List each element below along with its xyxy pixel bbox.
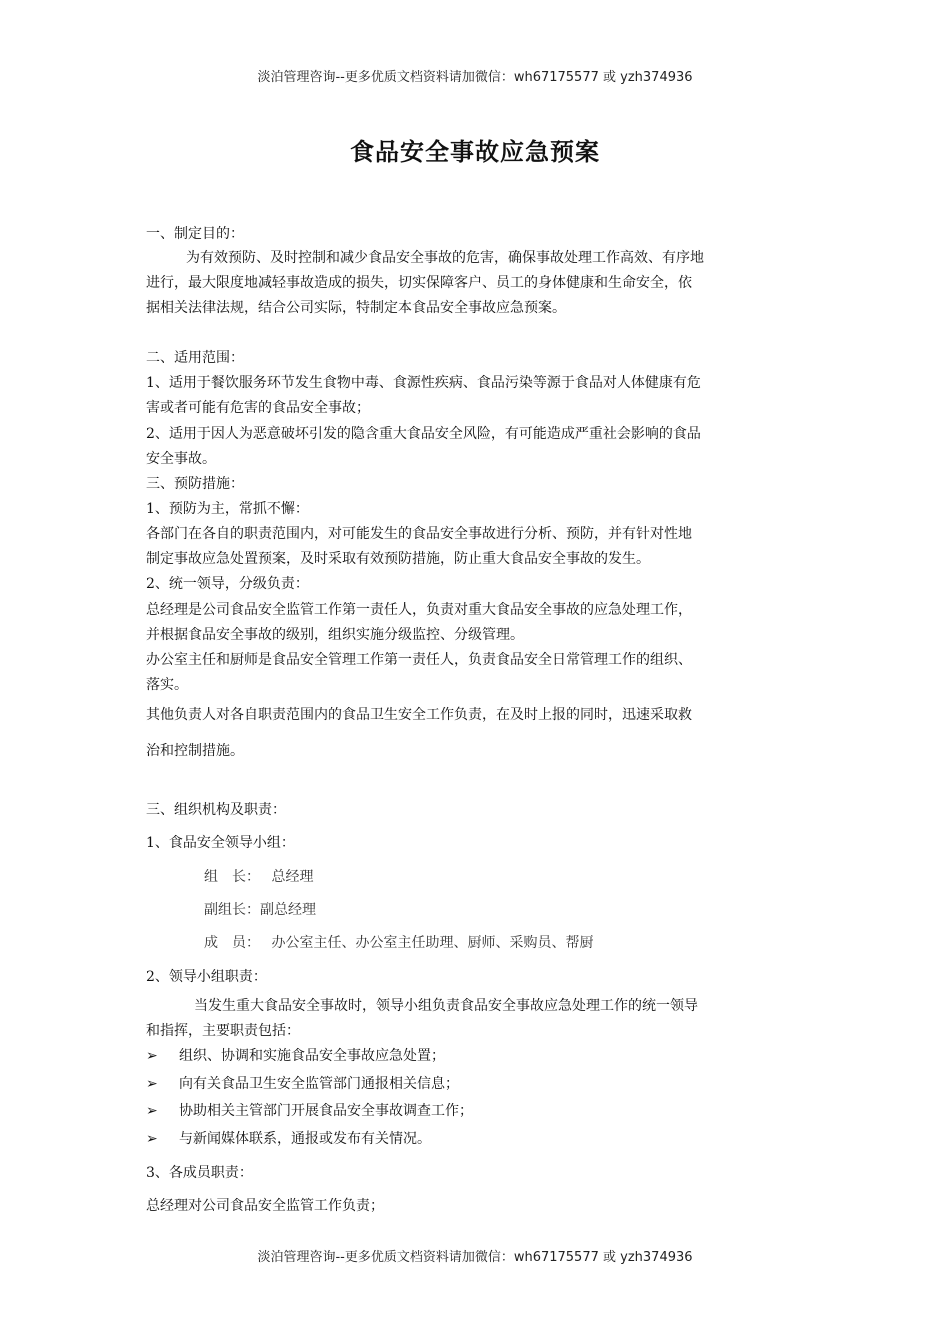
paragraph-line: 落实。 — [146, 677, 188, 693]
section-1-heading: 一、制定目的： — [146, 226, 244, 242]
leader-line: 组 长： 总经理 — [204, 869, 314, 885]
document-title: 食品安全事故应急预案 — [350, 137, 600, 166]
subheading: 2、领导小组职责： — [146, 969, 267, 985]
paragraph-line: 制定事故应急处置预案，及时采取有效预防措施，防止重大食品安全事故的发生。 — [146, 551, 650, 567]
subheading: 1、食品安全领导小组： — [146, 835, 295, 851]
paragraph-line: 各部门在各自的职责范围内，对可能发生的食品安全事故进行分析、预防，并有针对性地 — [146, 526, 692, 542]
paragraph-line: 治和控制措施。 — [146, 743, 244, 759]
paragraph-line: 和指挥，主要职责包括： — [146, 1023, 300, 1039]
arrow-bullet-icon: ➢ — [146, 1103, 158, 1119]
paragraph-line: 总经理是公司食品安全监管工作第一责任人，负责对重大食品安全事故的应急处理工作， — [146, 602, 692, 618]
paragraph-line: 总经理对公司食品安全监管工作负责； — [146, 1198, 384, 1214]
paragraph-line: 据相关法律法规，结合公司实际，特制定本食品安全事故应急预案。 — [146, 300, 566, 316]
paragraph-line: 当发生重大食品安全事故时，领导小组负责食品安全事故应急处理工作的统一领导 — [194, 998, 698, 1014]
subheading: 2、统一领导，分级负责： — [146, 576, 309, 592]
subheading: 3、各成员职责： — [146, 1165, 253, 1181]
paragraph-line: 害或者可能有危害的食品安全事故； — [146, 400, 370, 416]
page-header: 淡泊管理咨询--更多优质文档资料请加微信：wh67175577 或 yzh374936 — [257, 70, 693, 85]
paragraph-line: 为有效预防、及时控制和减少食品安全事故的危害，确保事故处理工作高效、有序地 — [186, 250, 704, 266]
bullet-text: 与新闻媒体联系，通报或发布有关情况。 — [179, 1131, 431, 1147]
paragraph-line: 并根据食品安全事故的级别，组织实施分级监控、分级管理。 — [146, 627, 524, 643]
paragraph-line: 办公室主任和厨师是食品安全管理工作第一责任人，负责食品安全日常管理工作的组织、 — [146, 652, 692, 668]
page-footer: 淡泊管理咨询--更多优质文档资料请加微信：wh67175577 或 yzh374936 — [257, 1250, 693, 1265]
members-line: 成 员： 办公室主任、办公室主任助理、厨师、采购员、帮厨 — [204, 935, 594, 951]
section-2-heading: 二、适用范围： — [146, 350, 244, 366]
deputy-line: 副组长：副总经理 — [204, 902, 316, 918]
paragraph-line: 其他负责人对各自职责范围内的食品卫生安全工作负责，在及时上报的同时，迅速采取救 — [146, 707, 692, 723]
paragraph-line: 1、适用于餐饮服务环节发生食物中毒、食源性疾病、食品污染等源于食品对人体健康有危 — [146, 375, 701, 391]
paragraph-line: 2、适用于因人为恶意破坏引发的隐含重大食品安全风险，有可能造成严重社会影响的食品 — [146, 426, 701, 442]
arrow-bullet-icon: ➢ — [146, 1131, 158, 1147]
subheading: 1、预防为主，常抓不懈： — [146, 501, 309, 517]
bullet-text: 组织、协调和实施食品安全事故应急处置； — [179, 1048, 445, 1064]
paragraph-line: 进行，最大限度地减轻事故造成的损失，切实保障客户、员工的身体健康和生命安全，依 — [146, 275, 692, 291]
bullet-text: 向有关食品卫生安全监管部门通报相关信息； — [179, 1076, 459, 1092]
arrow-bullet-icon: ➢ — [146, 1076, 158, 1092]
arrow-bullet-icon: ➢ — [146, 1048, 158, 1064]
section-3-heading: 三、预防措施： — [146, 476, 244, 492]
paragraph-line: 安全事故。 — [146, 451, 216, 467]
bullet-text: 协助相关主管部门开展食品安全事故调查工作； — [179, 1103, 473, 1119]
section-4-heading: 三、组织机构及职责： — [146, 802, 286, 818]
